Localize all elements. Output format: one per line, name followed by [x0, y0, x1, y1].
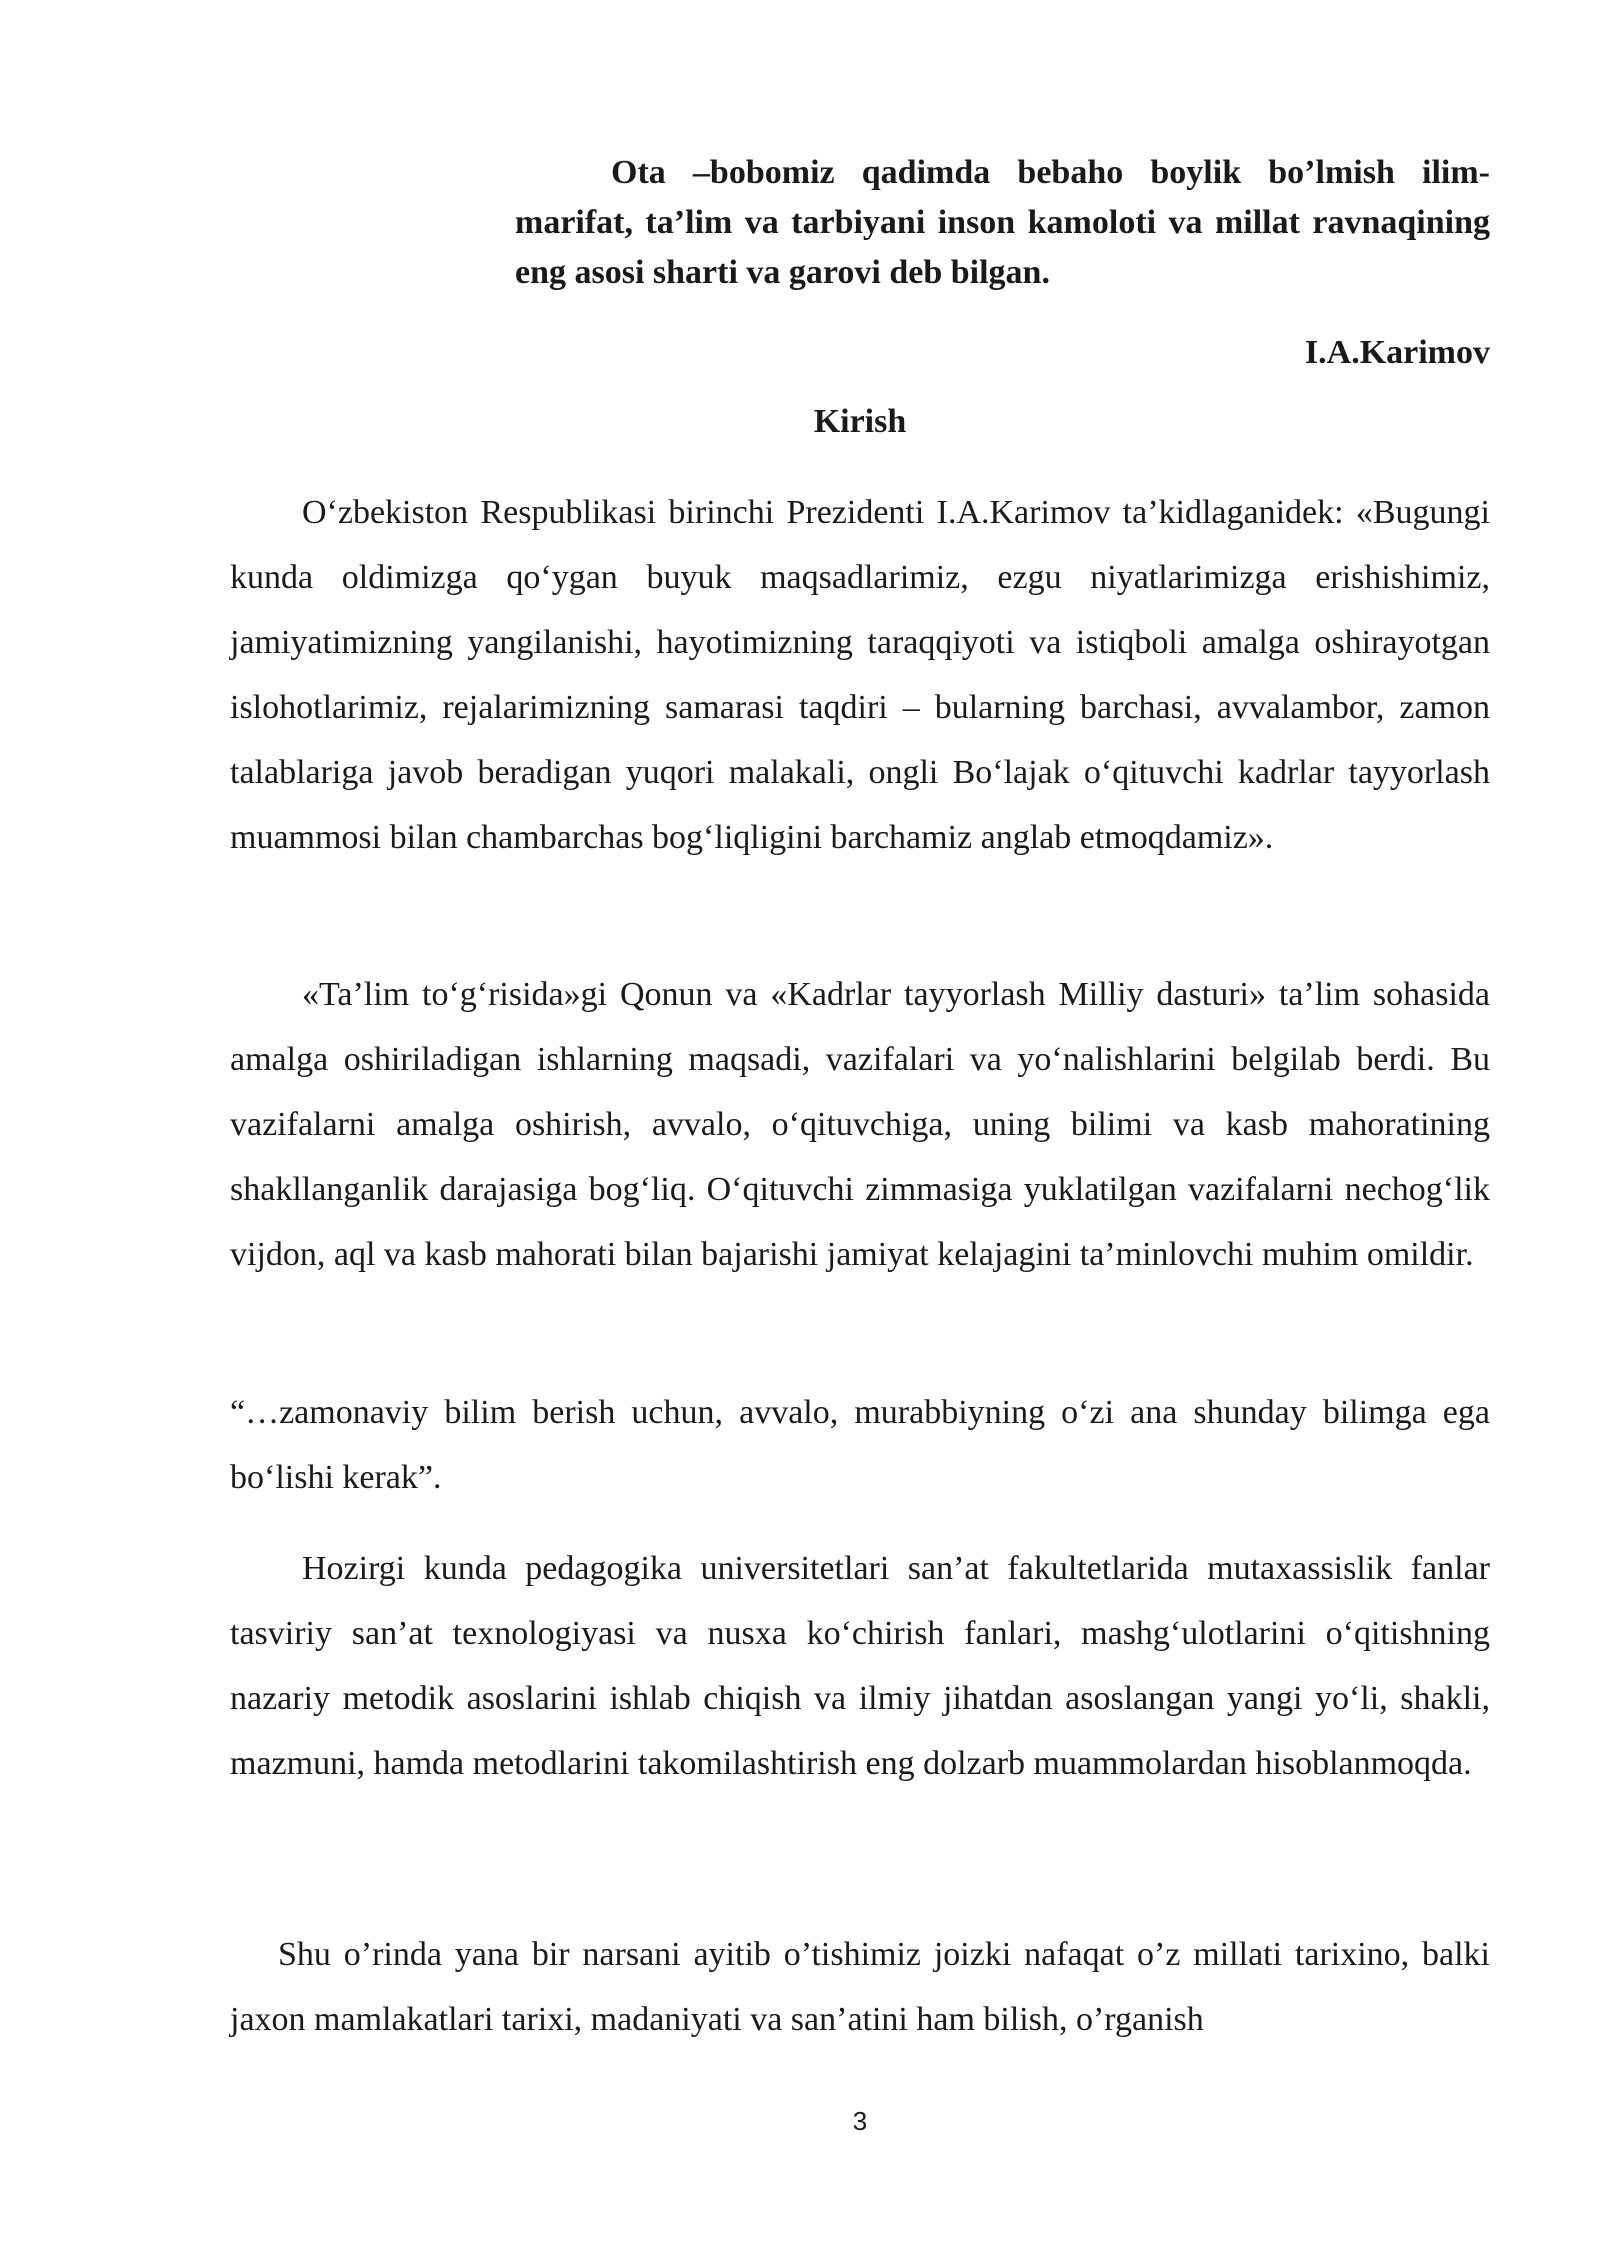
paragraph-5: Shu o’rinda yana bir narsani ayitib o’tishimiz joizki nafaqat o’z millati tarixino, balki jaxon mamlakatlari tarixi, madaniyati va san’atini ham bilish, o’rganish [230, 1936, 1490, 2038]
epigraph-quote: Ota –bobomiz qadimda bebaho boylik bo’lmish ilim-marifat, ta’lim va tarbiyani inson kamoloti va millat ravnaqining eng asosi sharti va garovi deb bilgan. [515, 154, 1490, 291]
paragraph-2: «Ta’lim to‘g‘risida»gi Qonun va «Kadrlar tayyorlash Milliy dasturi» ta’lim sohasida amalga oshiriladigan ishlarning maqsadi, vazifalari va yo‘nalishlarini belgilab berdi. Bu vazifalarni amalga oshirish, avvalo, o‘qituvchiga, uning bilimi va kasb mahoratining shakllanganlik darajasiga bog‘liq. O‘qituvchi zimmasiga yuklatilgan vazifalarni nechog‘lik vijdon, aql va kasb mahorati bilan bajarishi jamiyat kelajagini ta’minlovchi muhim omildir. [230, 976, 1490, 1273]
paragraph-3: “…zamonaviy bilim berish uchun, avvalo, murabbiyning o‘zi ana shunday bilimga ega bo‘lishi kerak”. [230, 1394, 1490, 1496]
section-title: Kirish [813, 403, 907, 440]
paragraph-1: O‘zbekiston Respublikasi birinchi Prezidenti I.A.Karimov ta’kidlaganidek: «Bugungi kunda oldimizga qo‘ygan buyuk maqsadlarimiz, ezgu niyatlarimizga erishishimiz, jamiyatimizning yangilanishi, hayotimizning taraqqiyoti va istiqboli amalga oshirayotgan islohotlarimiz, rejalarimizning samarasi taqdiri – bularning barchasi, avvalambor, zamon talablariga javob beradigan yuqori malakali, ongli Bo‘lajak o‘qituvchi kadrlar tayyorlash muammosi bilan chambarchas bog‘liqligini barchamiz anglab etmoqdamiz». [230, 494, 1490, 856]
epigraph-author: I.A.Karimov [1304, 334, 1490, 371]
page-number: 3 [852, 2106, 868, 2136]
paragraph-4: Hozirgi kunda pedagogika universitetlari san’at fakultetlarida mutaxassislik fanlar tasviriy san’at texnologiyasi va nusxa ko‘chirish fanlari, mashg‘ulotlarini o‘qitishning nazariy metodik asoslarini ishlab chiqish va ilmiy jihatdan asoslangan yangi yo‘li, shakli, mazmuni, hamda metodlarini takomilashtirish eng dolzarb muammolardan hisoblanmoqda. [230, 1550, 1490, 1782]
